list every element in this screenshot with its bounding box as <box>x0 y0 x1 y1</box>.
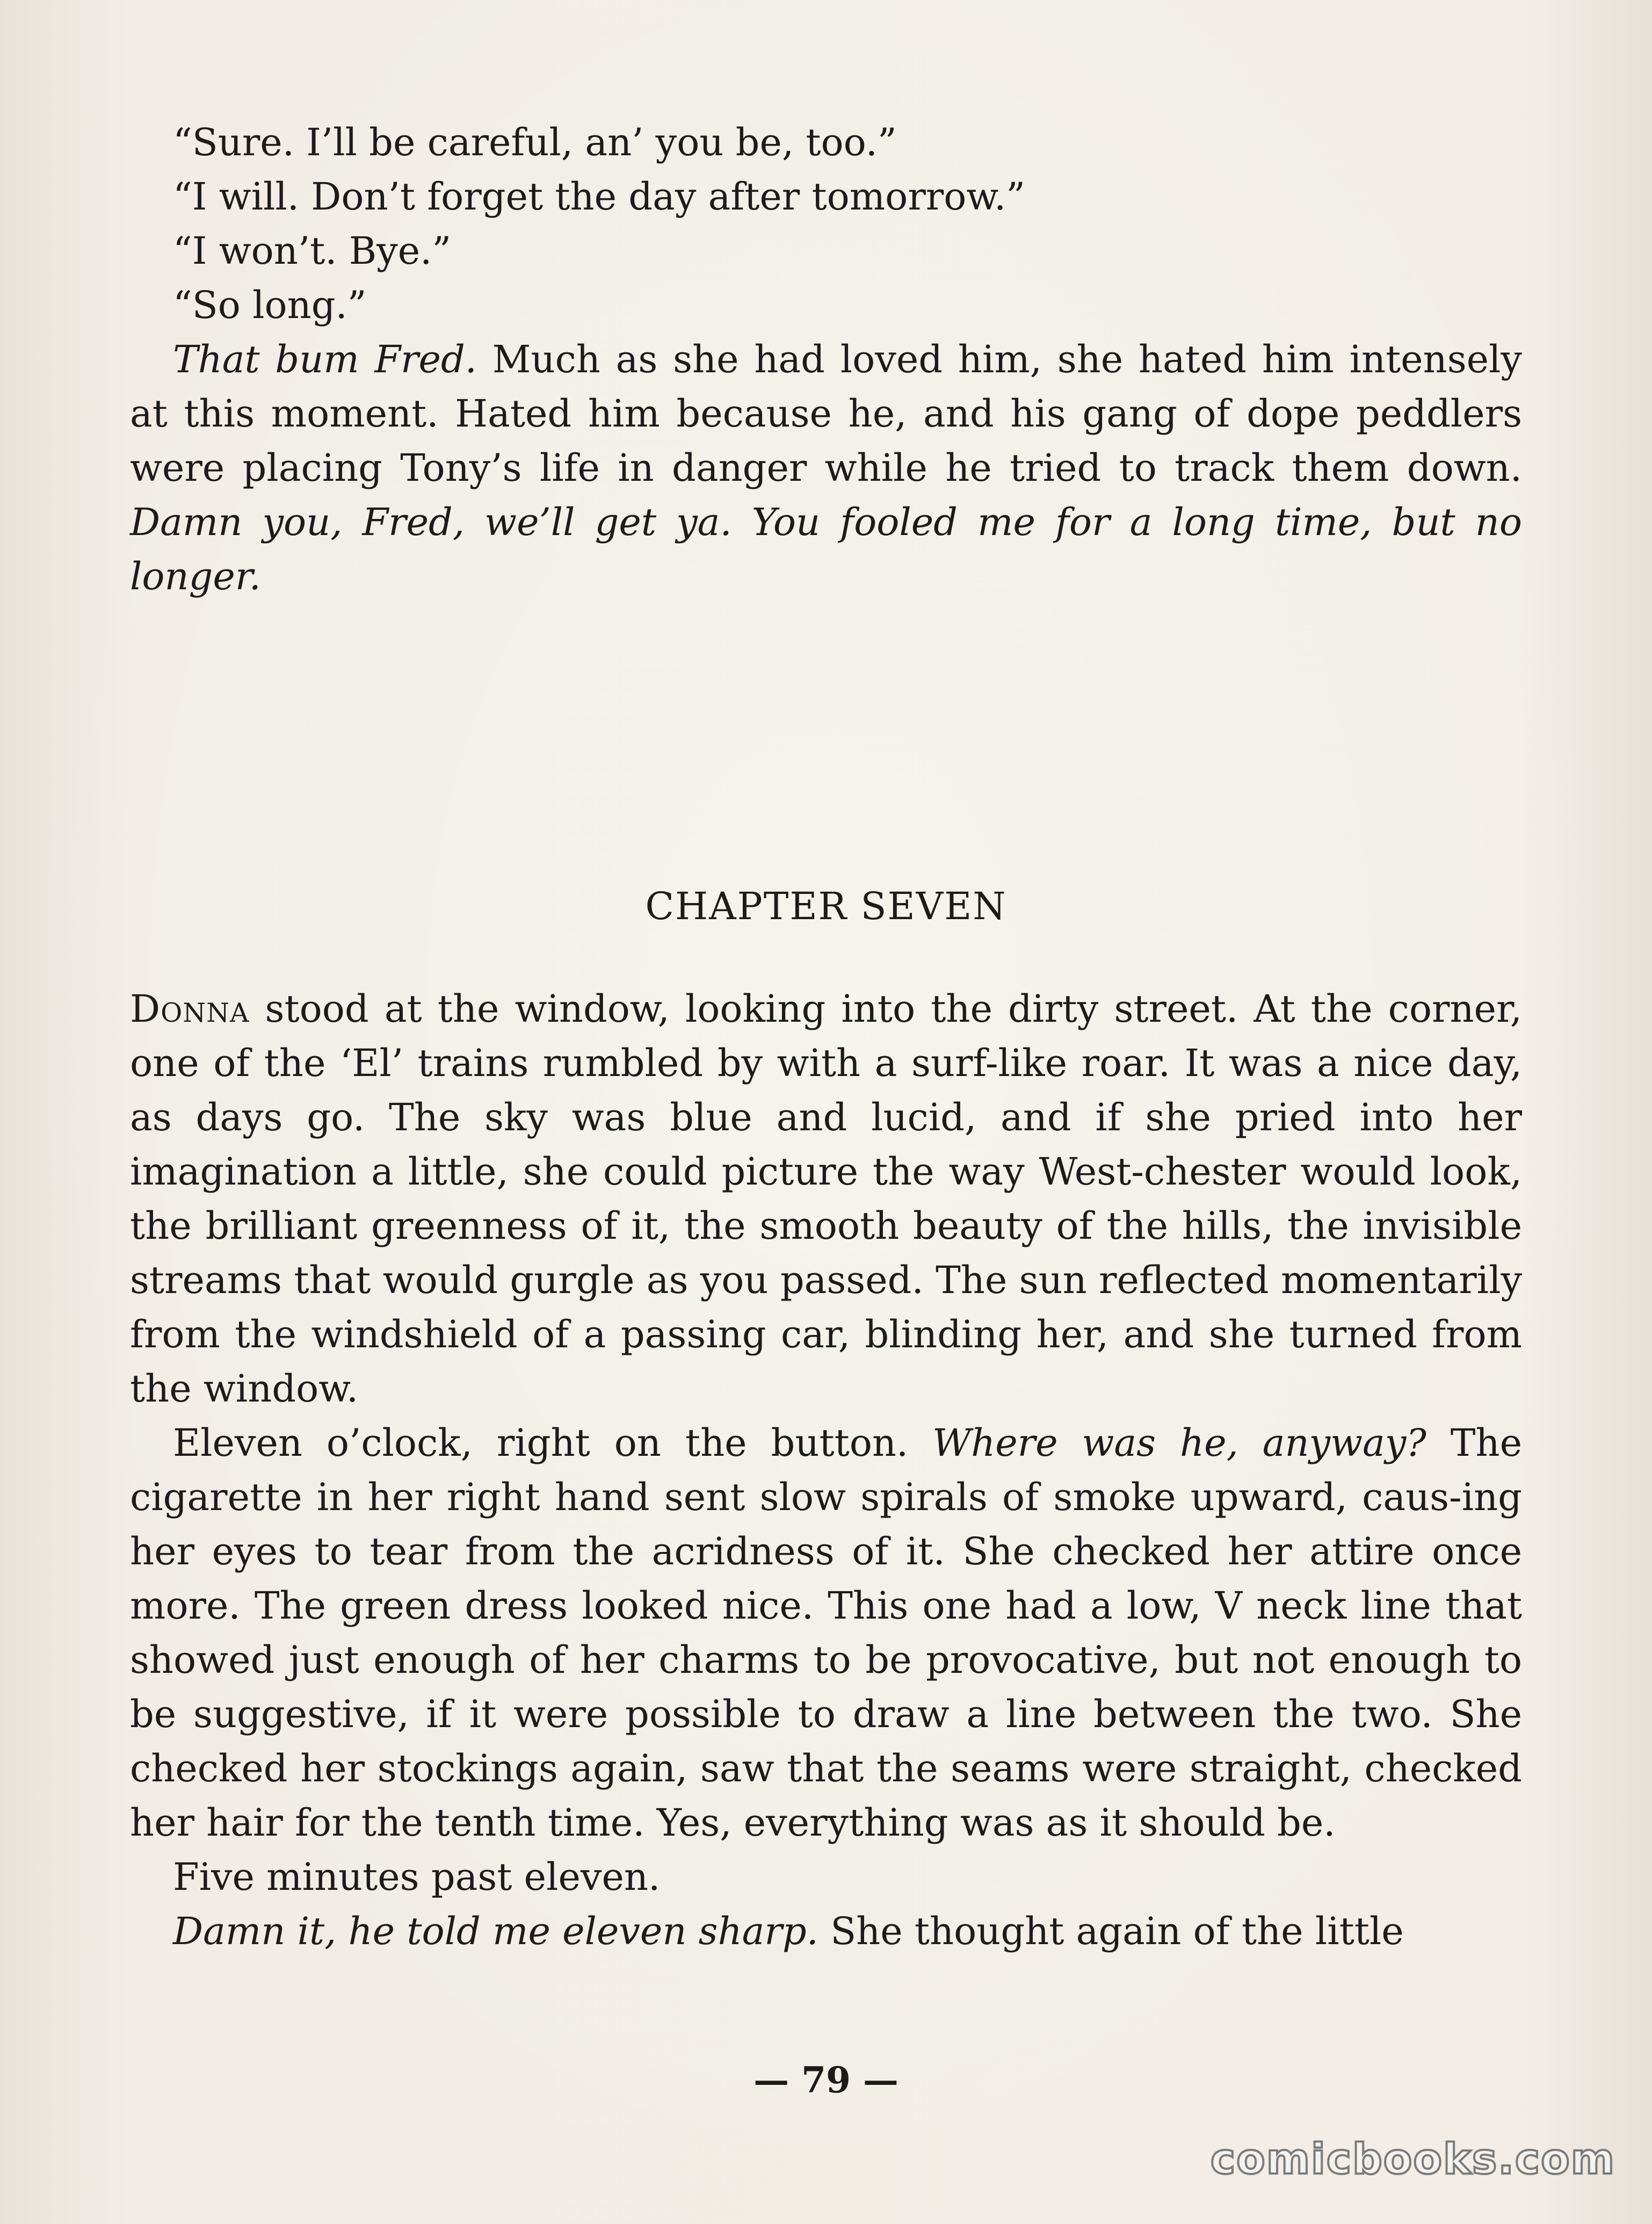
main-text-section <box>130 982 1522 1959</box>
italic-thought: That bum Fred. <box>173 337 477 381</box>
dialogue-line: “I will. Don’t forget the day after tomorrow.” <box>173 175 1026 219</box>
page-number: — 79 — <box>753 2059 899 2101</box>
opening-smallcaps: Donna <box>130 987 250 1031</box>
paragraph <box>130 982 1522 1416</box>
paragraph <box>130 333 1522 604</box>
paragraph-text: Eleven o’clock, right on the button. <box>173 1421 933 1465</box>
paragraph-text: stood at the window, looking into the dirty street. At the corner, one of the ‘El’ trains rumbled by with a surf-like roar. It was a nice day, as days go. The sky was blue and lucid, and if she pried into her imagination a little, she could picture the way West-chester would look, the brilliant greenness of it, the smooth beauty of the hills, the invisible streams that would gurgle as you passed. The sun reflected momentarily from the windshield of a passing car, blinding her, and she turned from the window. <box>130 987 1522 1411</box>
paragraph <box>130 1904 1522 1959</box>
dialogue-line: “I won’t. Bye.” <box>173 229 452 273</box>
paragraph: Five minutes past eleven. <box>173 1855 661 1899</box>
italic-thought: Damn you, Fred, we’ll get ya. You fooled me for a long time, but no longer. <box>130 500 1522 598</box>
italic-thought: Damn it, he told me eleven sharp. <box>173 1909 818 1953</box>
top-text-section <box>130 115 1522 604</box>
paragraph-text: Much as she had loved him, she hated him intensely at this moment. Hated him because he, and his gang of dope peddlers were placing Tony’s life in danger while he tried to track them down. <box>130 337 1522 490</box>
chapter-heading: CHAPTER SEVEN <box>645 884 1007 928</box>
paragraph <box>130 1416 1522 1850</box>
dialogue-line: “Sure. I’ll be careful, an’ you be, too.” <box>173 120 897 164</box>
dialogue-line: “So long.” <box>173 283 367 327</box>
italic-thought: Where was he, anyway? <box>932 1421 1426 1465</box>
paragraph-text: The cigarette in her right hand sent slow spirals of smoke upward, caus-ing her eyes to tear from the acridness of it. She checked her attire once more. The green dress looked nice. This one had a low, V neck line that showed just enough of her charms to be provocative, but not enough to be suggestive, if it were possible to draw a line between the two. She checked her stockings again, saw that the seams were straight, checked her hair for the tenth time. Yes, everything was as it should be. <box>130 1421 1522 1845</box>
paragraph-text: She thought again of the little <box>818 1909 1404 1953</box>
watermark: comicbooks.com <box>1210 2135 1615 2184</box>
